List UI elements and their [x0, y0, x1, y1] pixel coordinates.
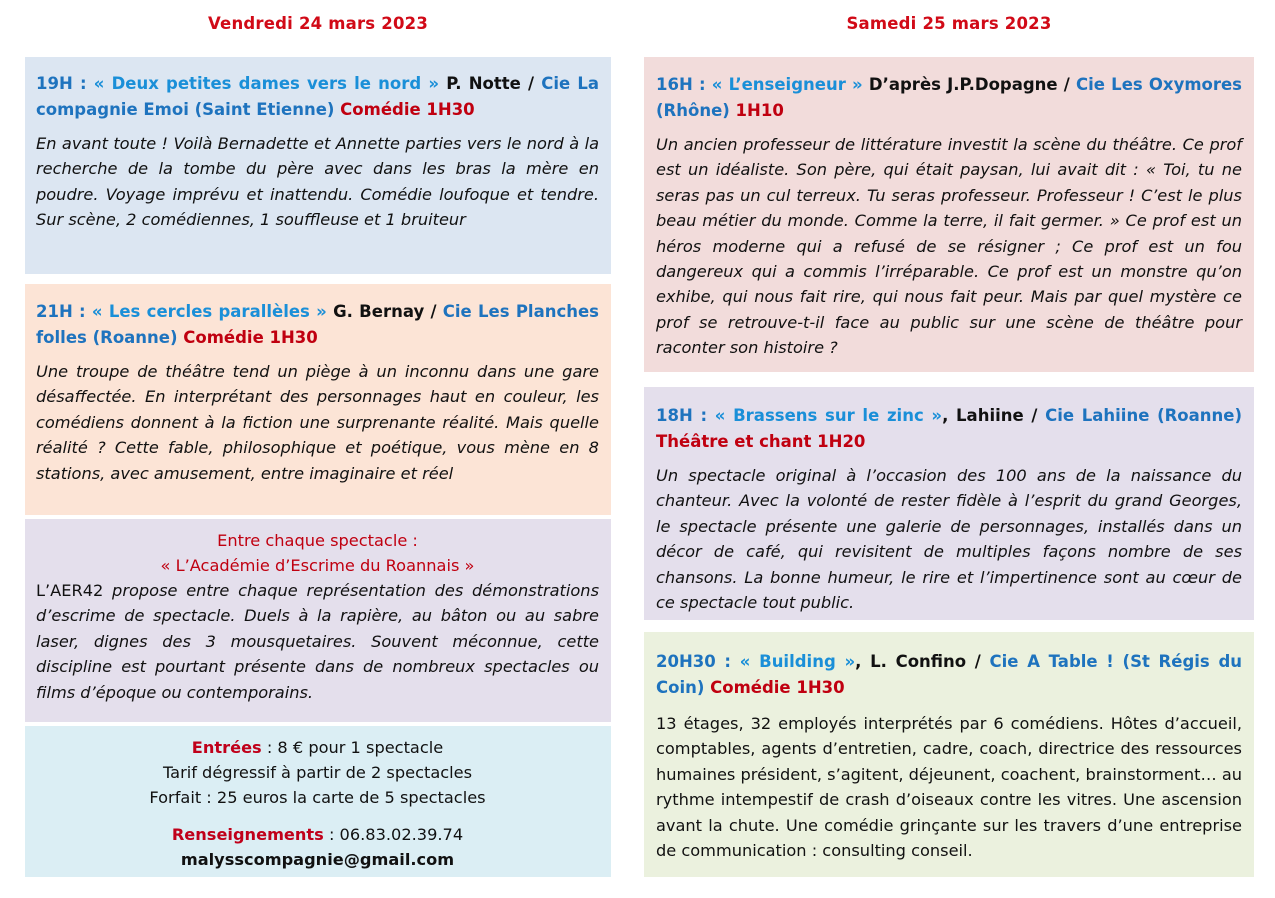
- show-genre: 1H10: [729, 100, 784, 120]
- show-author: , Lahiine /: [942, 406, 1046, 425]
- show-box-deux-petites-dames: [25, 57, 611, 274]
- show-description: Une troupe de théâtre tend un piège à un inconnu dans une gare désaffectée. En interprétant des personnages haut en couleur, les comédiens donnent à la fiction une surprenante réalité. Mais quelle réalité ? Cette fable, philosophique et poétique, vous mène en 8 stations, avec amusement, entre imaginaire et réel: [36, 362, 599, 483]
- show-box-building: [644, 632, 1254, 877]
- interlude-box: [25, 519, 611, 722]
- show-box-brassens: [644, 387, 1254, 620]
- show-time: 18H :: [656, 406, 715, 425]
- show-description: Un ancien professeur de littérature investit la scène du théâtre. Ce prof est un idéaliste. Son père, qui était paysan, lui avait dit : « Toi, tu ne seras pas un cul terreux. Tu seras professeur. Professeur ! C’est le plus beau métier du monde. Comme la terre, il fait germer. » Ce prof est un héros moderne qui a refusé de se résigner ; Ce prof est un fou dangereux qui a commis l’irréparable. Ce prof est un monstre qu’on exhibe, qui nous fait rire, qui nous fait peur. Mais par quel mystère ce prof se retrouve-t-il face au public sur une scène de théâtre pour raconter son histoire ?: [656, 135, 1242, 358]
- interlude-description: [36, 578, 599, 705]
- contact-email[interactable]: malysscompagnie@gmail.com: [180, 849, 455, 869]
- show-title: « Les cercles parallèles »: [91, 302, 327, 321]
- show-box-enseigneur: [644, 57, 1254, 372]
- show-company: Cie La compagnie Emoi (Saint Etienne): [36, 74, 600, 119]
- show-genre: Comédie 1H30: [334, 99, 475, 119]
- show-heading: [36, 71, 599, 122]
- package-line: Forfait : 25 euros la carte de 5 spectacles: [149, 788, 486, 808]
- friday-title: Vendredi 24 mars 2023: [207, 14, 428, 33]
- show-company: Cie A Table ! (St Régis du Coin): [656, 652, 1242, 697]
- show-time: 19H :: [36, 74, 94, 93]
- show-company: Cie Les Planches folles (Roanne): [36, 302, 599, 347]
- show-genre: Théâtre et chant 1H20: [656, 431, 866, 451]
- interlude-text: propose entre chaque représentation des démonstrations d’escrime de spectacle. Duels à la rapière, au bâton ou au sabre laser, dignes des 3 mousquetaires. Souvent méconnue, cette discipline est pourtant présente dans de nombreux spectacles ou films d’époque ou contemporains.: [36, 581, 599, 702]
- contact-phone: : 06.83.02.39.74: [323, 824, 464, 844]
- show-title: « Brassens sur le zinc »: [714, 406, 943, 425]
- interlude-academy: « L’Académie d’Escrime du Roannais »: [160, 556, 475, 575]
- tariff-line: Tarif dégressif à partir de 2 spectacles: [162, 763, 473, 783]
- saturday-title: Samedi 25 mars 2023: [846, 14, 1052, 33]
- show-heading: [656, 72, 1242, 123]
- contact-line: [36, 822, 599, 847]
- interlude-org: L’AER42: [36, 581, 104, 600]
- show-title: « Building »: [739, 652, 856, 671]
- entries-label: Entrées: [191, 738, 262, 757]
- show-author: G. Bernay /: [326, 302, 443, 321]
- show-author: , L. Confino /: [855, 652, 990, 671]
- show-heading: [656, 649, 1242, 700]
- show-author: D’après J.P.Dopagne /: [862, 75, 1077, 94]
- show-box-cercles-paralleles: [25, 284, 611, 515]
- info-box: [25, 726, 611, 877]
- show-time: 16H :: [656, 75, 712, 94]
- show-genre: Comédie 1H30: [177, 327, 318, 347]
- show-genre: Comédie 1H30: [704, 677, 845, 697]
- show-description: 13 étages, 32 employés interprétés par 6 comédiens. Hôtes d’accueil, comptables, agents d’entretien, cadre, coach, directrice des ressources humaines président, s’agitent, déjeunent, coachent, brainstorment… au rythme intempestif de crash d’oiseaux contre les vitres. Une ascension avant la chute. Une comédie grinçante sur les travers d’une entreprise de communication : consulting conseil.: [656, 714, 1242, 861]
- show-author: P. Notte /: [439, 74, 542, 93]
- interlude-heading: Entre chaque spectacle :: [217, 531, 418, 550]
- show-company: Cie Les Oxymores (Rhône): [656, 75, 1243, 120]
- show-title: « Deux petites dames vers le nord »: [93, 74, 440, 93]
- show-title: « L’enseigneur »: [711, 75, 863, 94]
- contact-label: Renseignements: [171, 824, 324, 844]
- show-heading: [36, 299, 599, 350]
- show-company: Cie Lahiine (Roanne): [1045, 406, 1243, 425]
- show-time: 20H30 :: [656, 652, 740, 671]
- show-time: 21H :: [36, 302, 92, 321]
- show-description: Un spectacle original à l’occasion des 100 ans de la naissance du chanteur. Avec la volonté de rester fidèle à l’esprit du grand Georges, le spectacle présente une galerie de personnages, installés dans un décor de café, qui revisitent de multiples façons nombre de ses chansons. La bonne humeur, le rire et l’impertinence sont au cœur de ce spectacle tout public.: [656, 466, 1242, 613]
- entries-line: [36, 735, 599, 760]
- show-heading: [656, 403, 1242, 454]
- show-description: En avant toute ! Voilà Bernadette et Annette parties vers le nord à la recherche de la tombe du père avec dans les bras la mère en poudre. Voyage imprévu et inattendu. Comédie loufoque et tendre. Sur scène, 2 comédiennes, 1 souffleuse et 1 bruiteur: [36, 134, 599, 230]
- entries-value: : 8 € pour 1 spectacle: [261, 738, 444, 757]
